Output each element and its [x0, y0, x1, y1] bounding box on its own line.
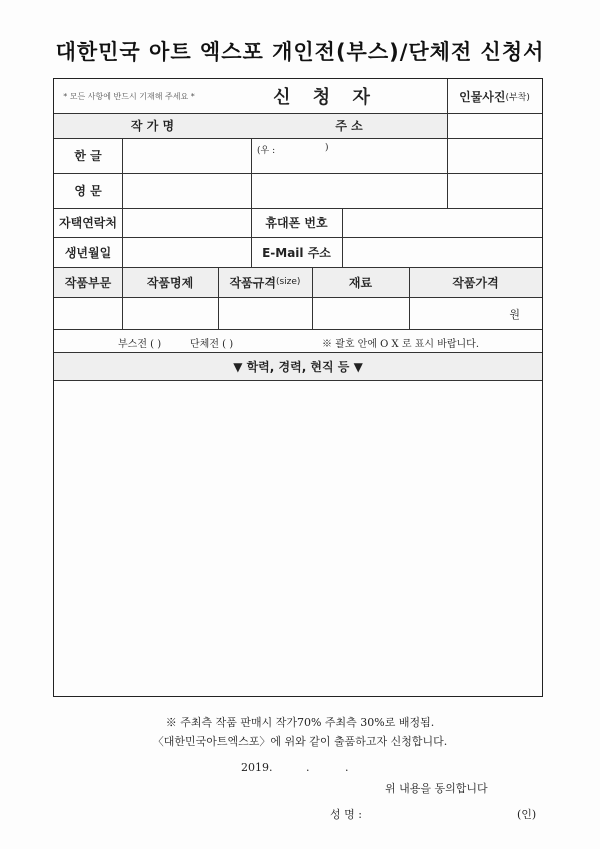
photo-label: 인물사진 (부착)	[459, 89, 530, 104]
artwork-title-field[interactable]	[122, 297, 218, 329]
english-name-label: 영 문	[74, 184, 102, 198]
address-field[interactable]	[251, 138, 447, 208]
sales-ratio-note: ※ 주최측 작품 판매시 작가70% 주최측 30%로 배정됨.	[165, 716, 435, 729]
artwork-material-field[interactable]	[312, 297, 409, 329]
artwork-category-field[interactable]	[54, 297, 122, 329]
date-day-separator: .	[345, 761, 349, 774]
birthdate-field[interactable]	[122, 237, 251, 267]
artwork-price-label: 작품가격	[452, 275, 499, 290]
artwork-material-label: 재료	[348, 275, 373, 290]
signature-label: 성 명 :	[330, 808, 362, 821]
group-option[interactable]: 단체전 ( )	[190, 339, 234, 350]
photo-attach-area[interactable]	[447, 113, 542, 208]
artwork-category-label: 작품부문	[64, 275, 112, 290]
address-header: 주 소	[335, 119, 363, 133]
artwork-title-label: 작품명제	[146, 275, 194, 290]
booth-option[interactable]: 부스전 ( )	[118, 339, 162, 350]
home-contact-field[interactable]	[122, 208, 251, 237]
fill-all-notice: * 모든 사항에 반드시 기재해 주세요 *	[63, 91, 195, 101]
application-form	[53, 78, 543, 697]
email-label: E-Mail 주소	[262, 245, 331, 260]
korean-name-field[interactable]	[122, 138, 251, 173]
date-month-separator: .	[306, 761, 310, 774]
birthdate-label: 생년월일	[64, 245, 112, 260]
artist-name-header: 작 가 명	[130, 119, 175, 133]
document-title: 대한민국 아트 엑스포 개인전(부스)/단체전 신청서	[55, 40, 545, 64]
mobile-label: 휴대폰 번호	[265, 216, 328, 230]
application-statement: 〈대한민국아트엑스포〉에 위와 같이 출품하고자 신청합니다.	[152, 735, 448, 748]
artwork-price-field[interactable]	[409, 297, 542, 329]
applicant-section-title: 신 청 자	[273, 87, 378, 108]
price-unit: 원	[509, 308, 520, 321]
seal-label: (인)	[517, 808, 537, 821]
signature-field[interactable]	[378, 800, 508, 822]
email-field[interactable]	[342, 237, 542, 267]
history-textarea[interactable]	[54, 380, 542, 696]
artwork-size-label: 작품규격 (size)	[229, 275, 301, 290]
artwork-size-field[interactable]	[218, 297, 312, 329]
consent-statement: 위 내용을 동의합니다	[385, 782, 488, 795]
history-header: ▼ 학력, 경력, 현직 등 ▼	[233, 359, 363, 374]
english-name-field[interactable]	[122, 173, 251, 208]
date-year: 2019.	[241, 761, 273, 774]
postal-code-close: )	[325, 143, 329, 153]
mobile-field[interactable]	[342, 208, 542, 237]
korean-name-label: 한 글	[74, 149, 102, 163]
postal-code-open: (우 :	[257, 146, 276, 156]
home-contact-label: 자택연락처	[59, 216, 117, 230]
ox-instruction: ※ 괄호 안에 O X 로 표시 바랍니다.	[322, 339, 480, 350]
